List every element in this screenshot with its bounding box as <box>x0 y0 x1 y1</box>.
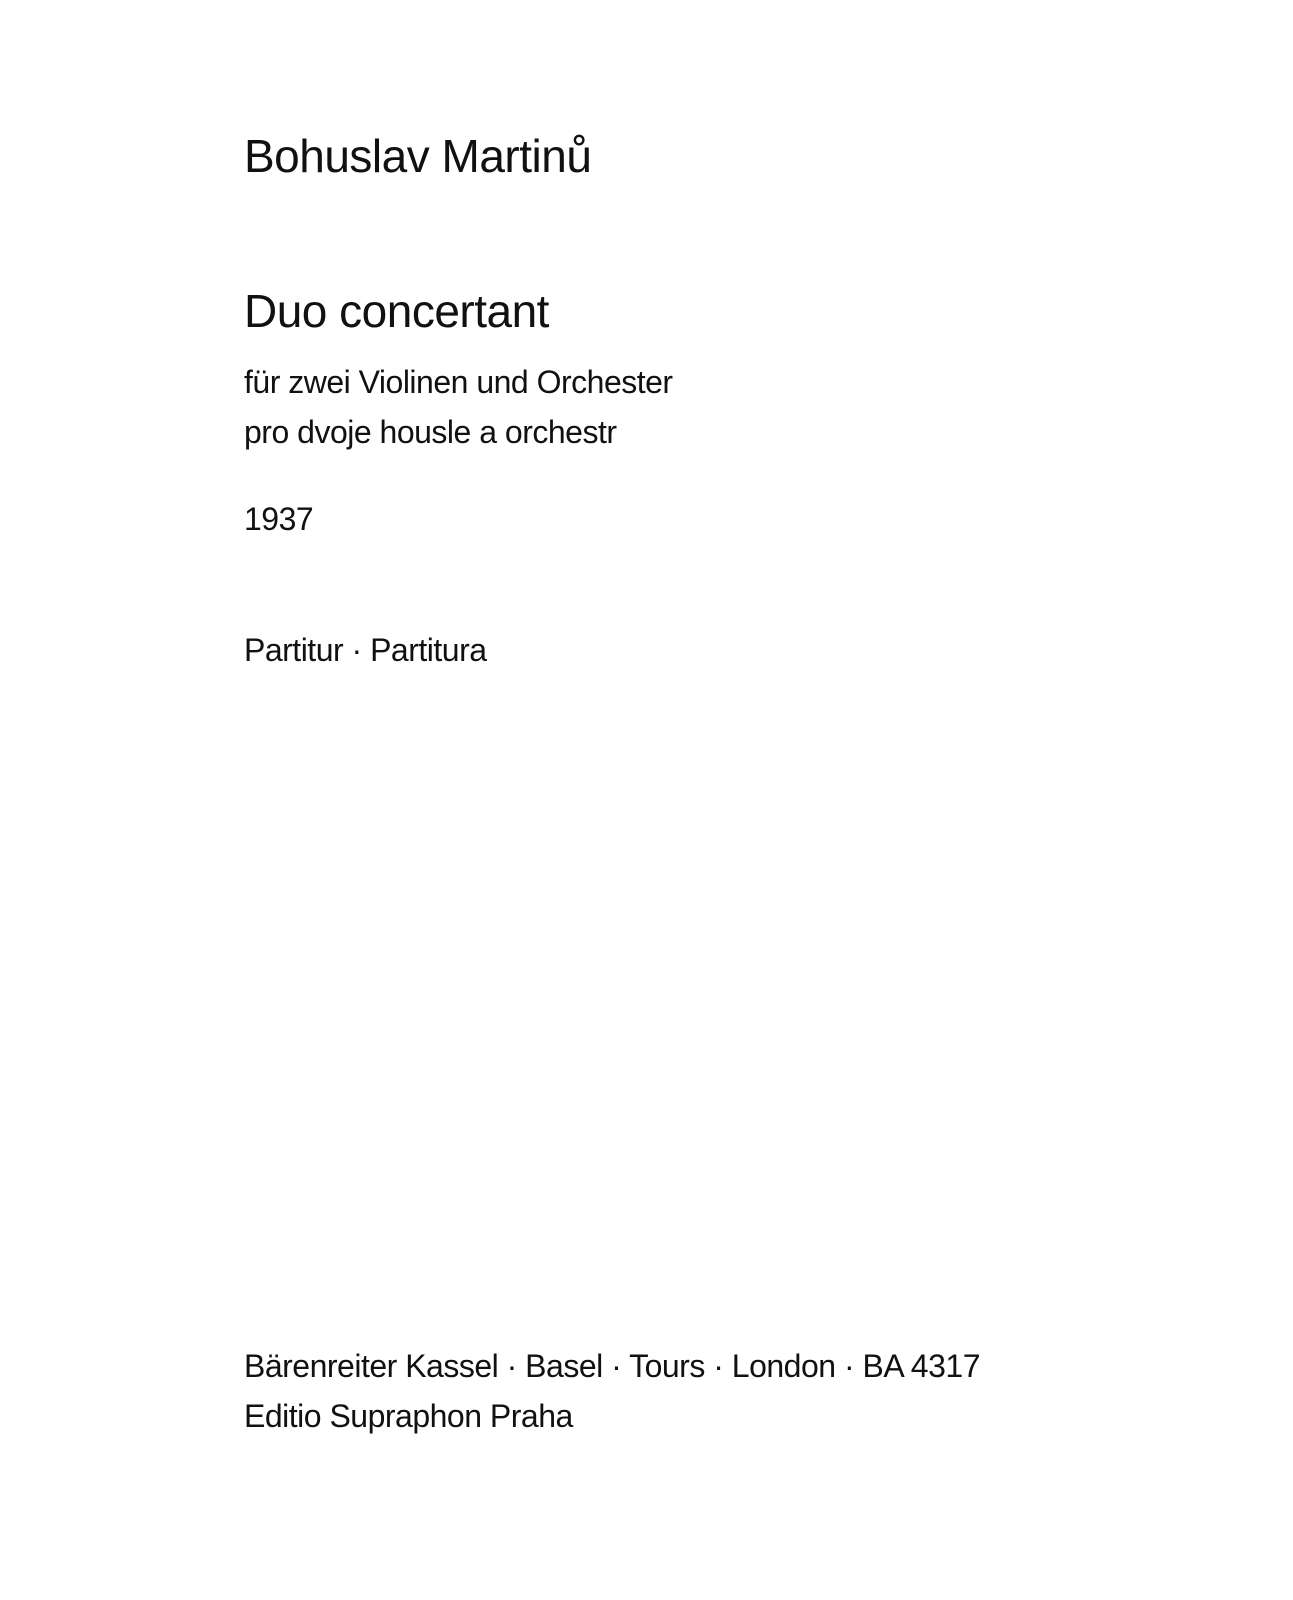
work-title: Duo concertant <box>244 285 549 337</box>
subtitle-czech: pro dvoje housle a orchestr <box>244 414 617 450</box>
score-type: Partitur · Partitura <box>244 632 487 668</box>
publisher-line-2: Editio Supraphon Praha <box>244 1398 573 1434</box>
composer-name: Bohuslav Martinů <box>244 130 592 182</box>
subtitle-german: für zwei Violinen und Orchester <box>244 364 673 400</box>
publisher-line-1: Bärenreiter Kassel · Basel · Tours · London · BA 4317 <box>244 1348 980 1384</box>
composition-year: 1937 <box>244 501 314 537</box>
